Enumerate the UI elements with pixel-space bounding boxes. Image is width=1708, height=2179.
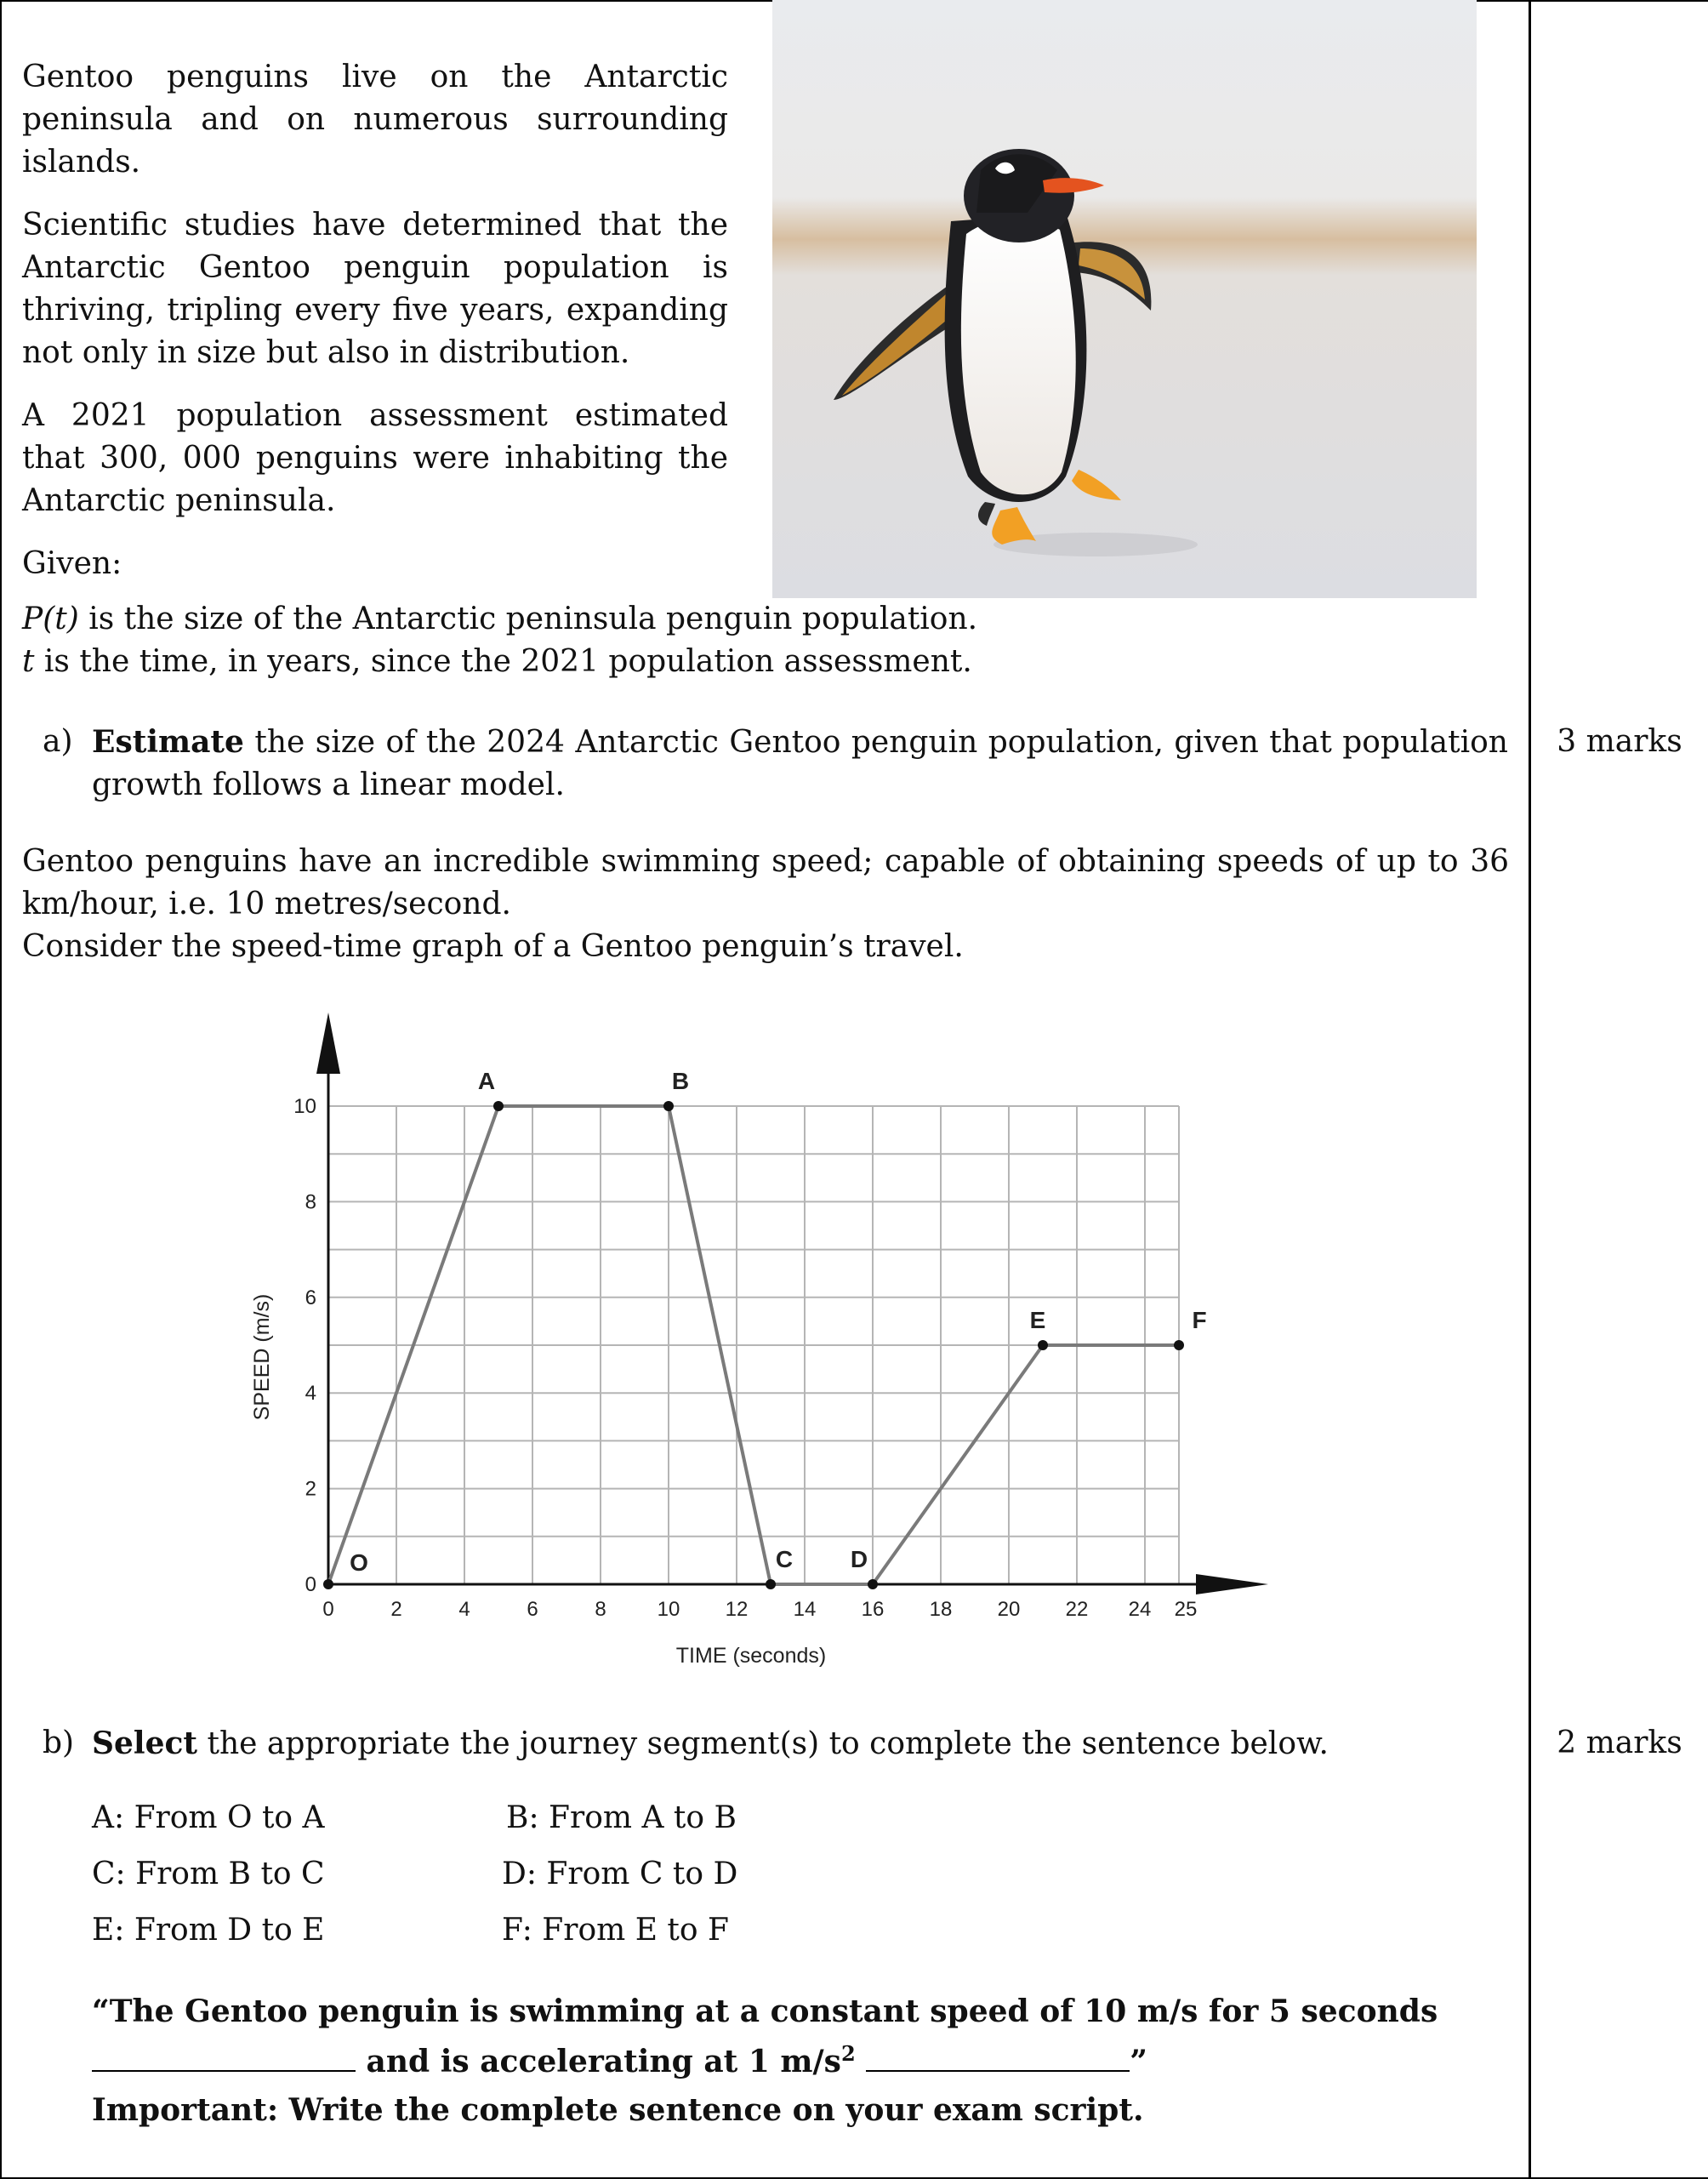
t-definition: is the time, in years, since the 2021 population assessment. [34,644,972,679]
sentence-line-1: “The Gentoo penguin is swimming at a constant speed of 10 m/s for 5 seconds [92,1994,1438,2029]
swim-line-2: Consider the speed-time graph of a Gentoo penguin’s travel. [22,929,964,964]
y-tick-label: 0 [305,1573,316,1596]
option-e: E: From D to E [92,1913,325,1948]
option-c: C: From B to C [92,1857,325,1891]
point-label: O [350,1549,368,1576]
important-note: Important: Write the complete sentence on your exam script. [92,2092,1144,2128]
chart-axes [316,1012,1268,1594]
marks-column-divider [1529,0,1531,2177]
given-label: Given: [22,546,122,581]
y-tick-label: 4 [305,1382,316,1406]
swim-paragraph [22,841,1509,968]
y-tick-label: 2 [305,1477,316,1501]
x-tick-label: 2 [390,1598,402,1621]
point-marker [663,1101,674,1111]
x-tick-label: 25 [1174,1598,1198,1621]
point-label: D [850,1546,868,1572]
x-tick-label: 6 [527,1598,538,1621]
question-a-verb: Estimate [92,724,244,760]
penguin-illustration [772,0,1477,598]
point-label: F [1192,1307,1207,1333]
intro-paragraph-1: Gentoo penguins live on the Antarctic peninsula and on numerous surrounding islands. [22,60,728,180]
y-tick-label: 8 [305,1190,316,1214]
definition-t [22,641,1009,683]
point-label: A [477,1068,496,1094]
chart-ticks [293,1095,1197,1621]
x-tick-label: 20 [997,1598,1021,1621]
question-b-body: the appropriate the journey segment(s) to complete the sentence below. [197,1726,1329,1761]
intro-paragraph-2: Scientific studies have determined that the Antarctic Gentoo penguin population is thriving, tripling every five years, expanding not only in size but also in distribution. [22,208,728,370]
point-marker [766,1579,776,1589]
point-marker [493,1101,504,1111]
x-tick-label: 4 [458,1598,470,1621]
answer-blank-1[interactable] [92,2041,356,2072]
question-b-label: b) [43,1726,75,1760]
question-b-text [92,1722,1508,1765]
x-tick-label: 8 [595,1598,606,1621]
t-symbol: t [22,644,35,679]
option-b: B: From A to B [506,1800,737,1835]
point-label: E [1029,1307,1046,1333]
point-marker [1038,1340,1048,1350]
y-axis-label: SPEED (m/s) [250,1293,274,1421]
x-tick-label: 14 [793,1598,817,1621]
point-marker [868,1579,878,1589]
question-a-text [92,721,1508,807]
point-marker [323,1579,333,1589]
y-axis-arrow [316,1012,340,1074]
option-f: F: From E to F [502,1913,729,1948]
y-tick-label: 10 [293,1095,316,1118]
intro-text [22,56,728,606]
x-tick-label: 18 [929,1598,953,1621]
point-label: B [671,1068,690,1094]
point-label: C [775,1546,794,1572]
intro-paragraph-3: A 2021 population assessment estimated that 300, 000 penguins were inhabiting the Antarctic peninsula. [22,398,728,518]
sentence-closing-quote: ” [1130,2044,1147,2079]
pt-definition: is the size of the Antarctic peninsula penguin population. [78,602,978,636]
option-a: A: From O to A [92,1800,325,1835]
x-tick-label: 24 [1128,1598,1152,1621]
question-b-marks: 2 marks [1557,1726,1682,1760]
x-tick-label: 0 [322,1598,334,1621]
x-axis-label: TIME (seconds) [675,1644,827,1668]
pt-symbol: P(t) [22,602,79,636]
x-tick-label: 10 [657,1598,680,1621]
question-a-body: the size of the 2024 Antarctic Gentoo penguin population, given that population growth follows a linear model. [92,725,1508,802]
speed-time-graph [230,1004,1284,1685]
chart-series [323,1068,1207,1589]
point-marker [1174,1340,1184,1350]
sentence-middle: and is accelerating at 1 m/s [366,2044,841,2079]
penguin-photo [772,0,1477,598]
definition-pt [22,598,1009,641]
swim-line-1: Gentoo penguins have an incredible swimming speed; capable of obtaining speeds of up to 36 km/hour, i.e. 10 metres/second. [22,844,1509,921]
definitions [22,598,1009,683]
sentence-superscript: 2 [840,2041,856,2066]
sentence-line-2 [92,2033,1508,2083]
y-tick-label: 6 [305,1286,316,1309]
option-d: D: From C to D [502,1857,738,1891]
x-tick-label: 22 [1065,1598,1089,1621]
question-b-verb: Select [92,1726,198,1761]
x-tick-label: 16 [861,1598,885,1621]
answer-blank-2[interactable] [866,2041,1130,2072]
x-axis-arrow [1196,1574,1268,1594]
question-a-marks: 3 marks [1557,724,1682,759]
x-tick-label: 12 [725,1598,749,1621]
question-a-label: a) [43,724,73,759]
